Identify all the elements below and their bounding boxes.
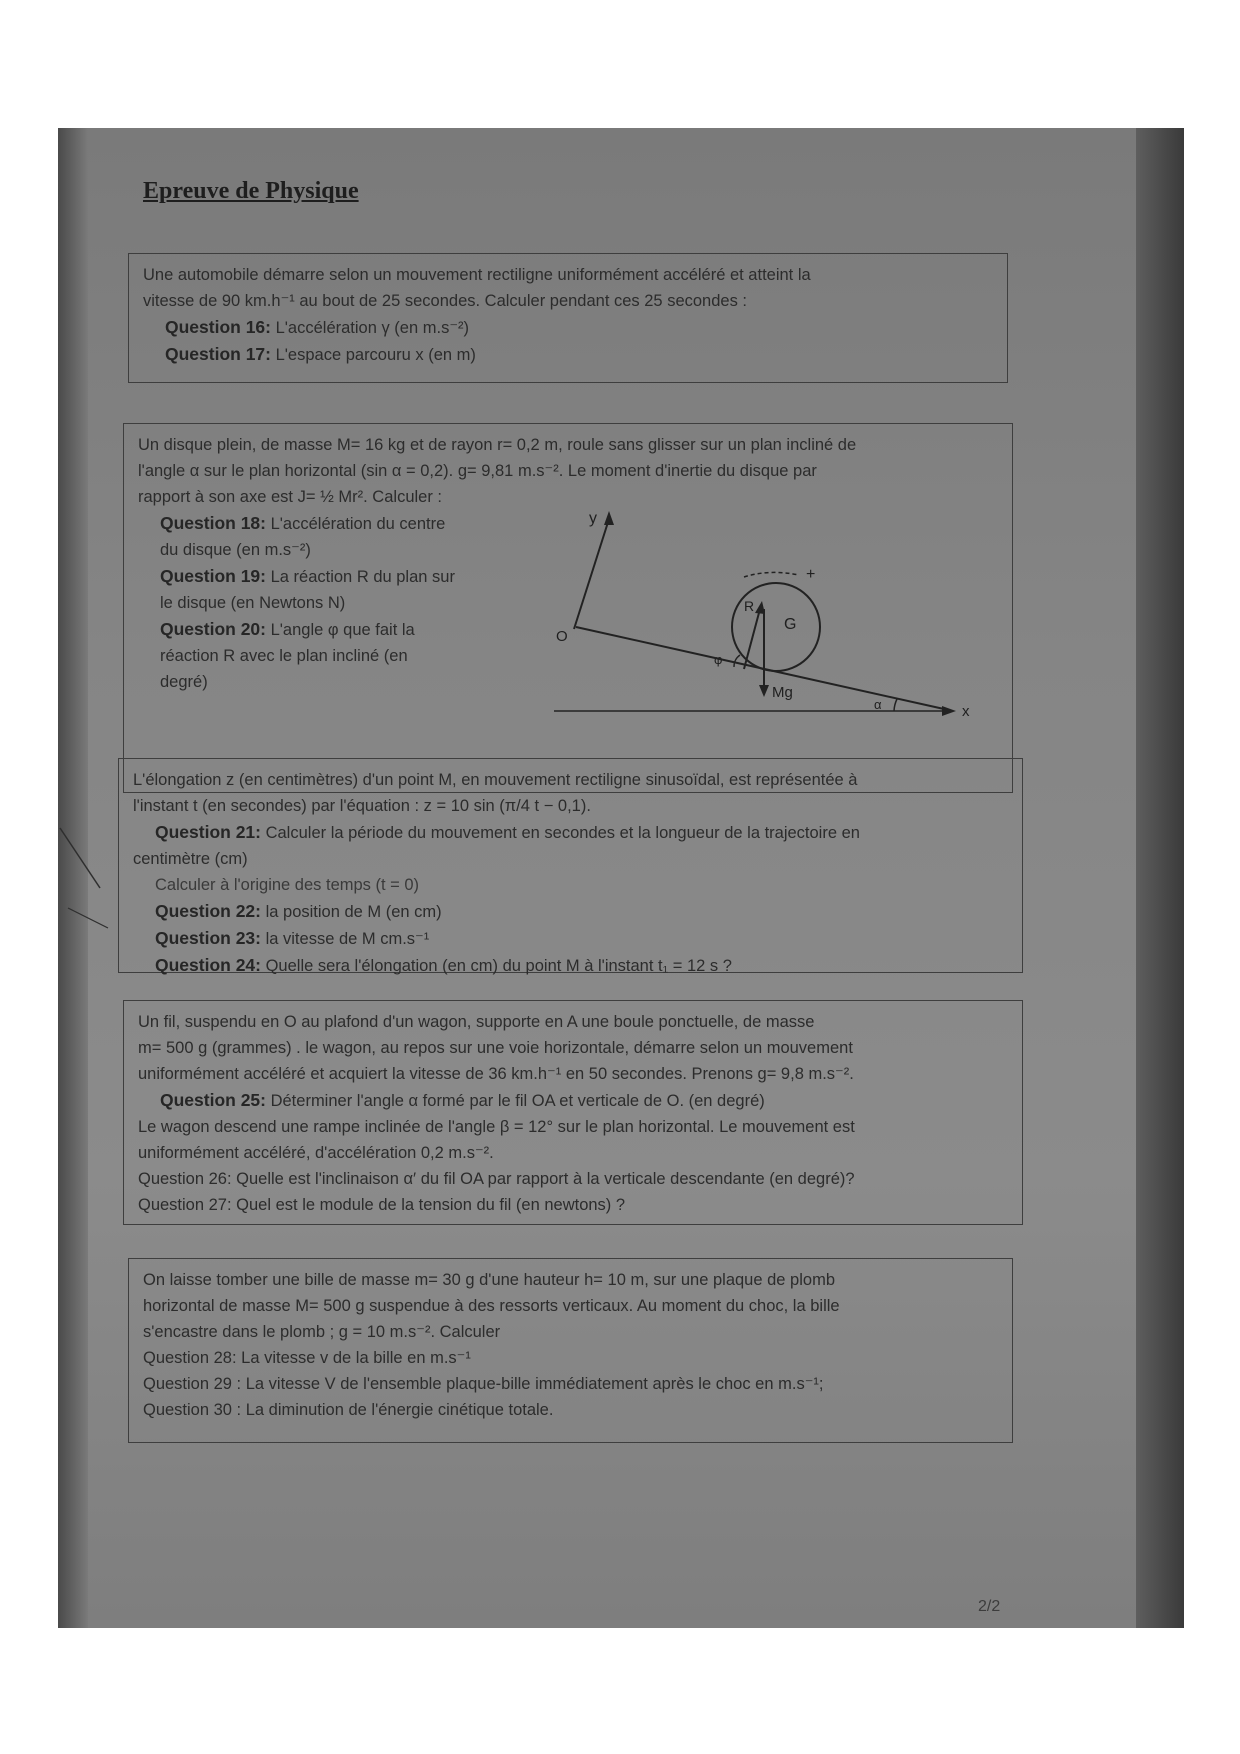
intro-line: rapport à son axe est J= ½ Mr². Calculer : <box>138 488 443 506</box>
label-g: G <box>784 616 797 633</box>
question-26: Question 26: Quelle est l'inclinaison α′ du fil OA par rapport à la verticale descendante (en degré)? <box>138 1170 855 1188</box>
label-alpha: α <box>874 697 882 712</box>
intro-line: Un disque plein, de masse M= 16 kg et de rayon r= 0,2 m, roule sans glisser sur un plan incliné de <box>138 436 857 454</box>
alpha-angle-arc <box>894 699 897 711</box>
photographed-page <box>58 128 1184 1628</box>
context-line: Le wagon descend une rampe inclinée de l'angle β = 12° sur le plan horizontal. Le mouvement est <box>138 1118 855 1136</box>
question-22: Question 22: la position de M (en cm) <box>155 901 442 921</box>
pen-mark <box>58 818 118 938</box>
label-plus: + <box>806 566 816 583</box>
intro-line: l'angle α sur le plan horizontal (sin α = 0,2). g= 9,81 m.s⁻². Le moment d'inertie du disque par <box>138 462 817 480</box>
intro-line: horizontal de masse M= 500 g suspendue à des ressorts verticaux. Au moment du choc, la bille <box>143 1297 840 1315</box>
intro-line: uniformément accéléré et acquiert la vitesse de 36 km.h⁻¹ en 50 secondes. Prenons g= 9,8 m.s⁻². <box>138 1065 854 1083</box>
weight-arrow-icon <box>759 685 769 697</box>
question-16: Question 16: L'accélération γ (en m.s⁻²) <box>165 317 470 337</box>
page-edge-shadow-right <box>1136 128 1184 1628</box>
question-30: Question 30 : La diminution de l'énergie cinétique totale. <box>143 1401 554 1419</box>
context-line: uniformément accéléré, d'accélération 0,2 m.s⁻². <box>138 1144 494 1162</box>
question-20-cont: réaction R avec le plan incliné (en <box>160 647 408 665</box>
intro-line: L'élongation z (en centimètres) d'un point M, en mouvement rectiligne sinusoïdal, est représentée à <box>133 771 858 789</box>
label-r: R <box>744 598 755 614</box>
label-o: O <box>556 628 568 645</box>
question-25: Question 25: Déterminer l'angle α formé par le fil OA et verticale de O. (en degré) <box>160 1090 765 1110</box>
page-number: 2/2 <box>978 1598 1001 1615</box>
intro-line: Une automobile démarre selon un mouvement rectiligne uniformément accéléré et atteint la <box>143 266 811 284</box>
phi-angle-arc <box>734 655 740 667</box>
intro-line: s'encastre dans le plomb ; g = 10 m.s⁻². Calculer <box>143 1323 501 1341</box>
question-20-cont2: degré) <box>160 673 208 691</box>
question-17: Question 17: L'espace parcouru x (en m) <box>165 344 476 364</box>
y-axis-arrow-icon <box>604 511 614 525</box>
intro-line: Un fil, suspendu en O au plafond d'un wagon, supporte en A une boule ponctuelle, de masse <box>138 1013 815 1031</box>
question-28: Question 28: La vitesse v de la bille en m.s⁻¹ <box>143 1349 471 1367</box>
y-axis-line <box>574 519 609 629</box>
intro-line: vitesse de 90 km.h⁻¹ au bout de 25 secondes. Calculer pendant ces 25 secondes : <box>143 292 747 310</box>
document-title: Epreuve de Physique <box>143 178 359 204</box>
x-axis-arrow-icon <box>942 706 956 716</box>
question-18: Question 18: L'accélération du centre <box>160 513 446 533</box>
question-29: Question 29 : La vitesse V de l'ensemble plaque-bille immédiatement après le choc en m.s⁻¹; <box>143 1375 824 1393</box>
instruction-line: Calculer à l'origine des temps (t = 0) <box>155 876 420 894</box>
question-21: Question 21: Calculer la période du mouvement en secondes et la longueur de la trajectoire en <box>155 822 860 842</box>
exercise-box-automobile <box>128 253 1008 383</box>
question-19: Question 19: La réaction R du plan sur <box>160 566 455 586</box>
question-19-cont: le disque (en Newtons N) <box>160 594 346 612</box>
question-21-cont: centimètre (cm) <box>133 850 248 868</box>
reaction-vector <box>744 609 760 669</box>
question-18-cont: du disque (en m.s⁻²) <box>160 541 311 559</box>
label-phi: φ <box>714 652 723 667</box>
label-x: x <box>962 703 970 720</box>
exercise-box-disque <box>123 423 1013 793</box>
rotation-arrow <box>744 572 799 577</box>
intro-line: m= 500 g (grammes) . le wagon, au repos sur une voie horizontale, démarre selon un mouvement <box>138 1039 853 1057</box>
reaction-arrow-icon <box>755 601 765 614</box>
intro-line: l'instant t (en secondes) par l'équation : z = 10 sin (π/4 t − 0,1). <box>133 797 591 815</box>
exercise-box-wagon <box>123 1000 1023 1225</box>
inclined-plane-diagram <box>554 499 994 729</box>
label-y: y <box>589 510 597 527</box>
disk-circle <box>732 583 820 671</box>
exercise-box-elongation <box>118 758 1023 973</box>
intro-line: On laisse tomber une bille de masse m= 30 g d'une hauteur h= 10 m, sur une plaque de plomb <box>143 1271 835 1289</box>
question-27: Question 27: Quel est le module de la tension du fil (en newtons) ? <box>138 1196 626 1214</box>
question-20: Question 20: L'angle φ que fait la <box>160 619 415 639</box>
label-mg: Mg <box>772 684 793 701</box>
question-24: Question 24: Quelle sera l'élongation (en cm) du point M à l'instant t₁ = 12 s ? <box>155 955 732 975</box>
question-23: Question 23: la vitesse de M cm.s⁻¹ <box>155 928 430 948</box>
exercise-box-bille <box>128 1258 1013 1443</box>
